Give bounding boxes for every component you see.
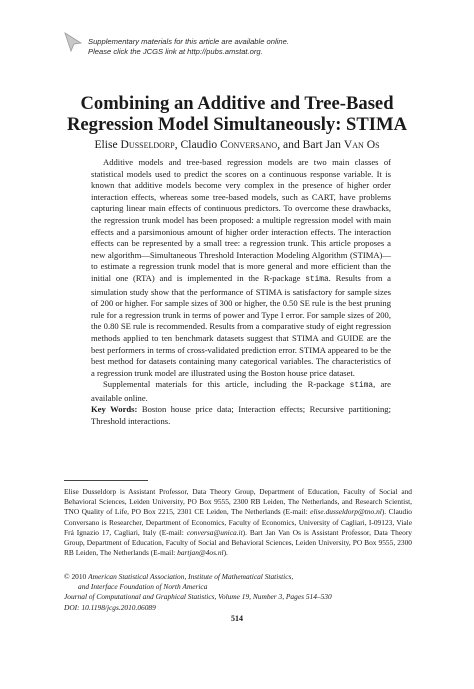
supplementary-line-1: Supplementary materials for this article are available online. xyxy=(88,37,289,46)
code-stima-1: stima xyxy=(305,275,329,284)
key-words-label: Key Words: xyxy=(91,404,138,415)
title-line-2: Regression Model Simultaneously: STIMA xyxy=(66,114,408,135)
journal-line xyxy=(64,592,412,602)
abstract-paragraph-1 xyxy=(91,157,391,379)
author-3-last: Van Os xyxy=(343,138,380,151)
key-words-text: Boston house price data; Interaction effects; Recursive partitioning; Threshold interactions. xyxy=(91,404,391,427)
abstract-text-2a: Supplemental materials for this article, including the R-package xyxy=(103,379,350,390)
copyright-line-1 xyxy=(64,572,412,582)
author-sep-2: , and Bart Jan xyxy=(277,138,344,151)
doi-link[interactable]: DOI: 10.1198/jcgs.2010.06089 xyxy=(64,602,156,612)
copyright-org-1: American Statistical Association, Institute of Mathematical Statistics, xyxy=(88,572,294,581)
abstract-text-2b: , are available online. xyxy=(91,379,391,403)
journal-name: Journal of Computational and Graphical Statistics xyxy=(64,592,215,602)
cursor-arrow-icon xyxy=(62,31,84,53)
journal-volume: , Volume 19, Number 3, Pages 514–530 xyxy=(214,592,332,602)
title-line-1: Combining an Additive and Tree-Based xyxy=(80,93,394,114)
footnote-text-3: ). Bart Jan Van Os is Assistant Professor, Data Theory Group, Department of Education, Faculty of Social and Behavioral Sciences, Leiden University, PO Box 9555, 2300 RB Leiden, The Netherlands (E-mail: xyxy=(64,527,412,558)
abstract-text-1b: . Results from a simulation study show that the performance of STIMA is satisfactory for sample sizes of 200 or higher. For sample sizes of 300 or higher, the 0.50 SE rule is the best pruning rule for a regression trunk in terms of power and Type I error. For sample sizes of 200, the 0.80 SE rule is recommended. Results from a comparative study of eight regression methods applied to ten benchmark datasets suggest that STIMA and GUIDE are the best performers in terms of cross-validated prediction error. STIMA appeared to be the best method for datasets containing many categorical variables. The characteristics of a regression trunk model are illustrated using the Boston house price dataset. xyxy=(91,272,391,378)
footnote-text-1: Elise Dusseldorp is Assistant Professor, Data Theory Group, Department of Education, Faculty of Social and Behavioral Sciences, Leiden University, PO Box 9555, 2300 RB Leiden, The Netherlands, and Research Scientist, TNO Quality of Life, PO Box 2215, 2301 CE Leiden, The Netherlands (E-mail: xyxy=(64,487,412,517)
key-words xyxy=(91,404,391,427)
author-sep-1: , Claudio xyxy=(174,138,221,151)
author-1-first: Elise xyxy=(94,138,121,151)
abstract xyxy=(91,157,391,428)
author-2-last: Conversano xyxy=(220,138,278,151)
page-number: 514 xyxy=(231,614,243,623)
author-footnote xyxy=(64,487,412,558)
supplementary-line-2[interactable]: Please click the JCGS link at http://pubs.amstat.org. xyxy=(88,47,263,56)
footnote-divider xyxy=(64,480,148,481)
author-1-last: Dusseldorp xyxy=(120,138,175,151)
copyright-line-2 xyxy=(64,582,412,592)
footnote-text-4: ). xyxy=(223,548,228,558)
abstract-paragraph-2 xyxy=(91,379,391,404)
supplementary-text xyxy=(88,37,289,57)
email-vanos[interactable]: bartjan@4os.nl xyxy=(177,548,224,558)
doi-line xyxy=(64,603,412,613)
copyright-block xyxy=(64,572,412,613)
abstract-text-1a: Additive models and tree-based regression models are two main classes of statistical models used to predict the scores on a continuous response variable. It is known that additive models become very complex in the presence of higher order interaction effects, whereas some tree-based models, such as CART, have problems capturing linear main effects of continuous predictors. To overcome these drawbacks, the regression trunk model has been proposed: a multiple regression model with main effects and a parsimonious amount of higher order interaction effects. The interaction effects can be represented by a small tree: a regression trunk. This article proposes a new algorithm—Simultaneous Threshold Interaction Modeling Algorithm (STIMA)—to estimate a regression trunk model that is more general and more efficient than the initial one (RTA) and is implemented in the R-package xyxy=(91,157,391,283)
copyright-year: © 2010 xyxy=(64,572,89,581)
copyright-org-2: and Interface Foundation of North America xyxy=(78,582,208,592)
code-stima-2: stima xyxy=(349,382,374,391)
article-title xyxy=(0,93,474,135)
email-dusseldorp[interactable]: elise.dusseldorp@tno.nl xyxy=(310,507,382,517)
author-list xyxy=(0,138,474,152)
footnote-text-2: ). Claudio Conversano is Researcher, Department of Economics, Faculty of Economics, University of Cagliari, I-09123, Viale Frá Ignazio 17, Cagliari, Italy (E-mail: xyxy=(64,507,413,537)
email-conversano[interactable]: conversa@unica.it xyxy=(186,527,243,537)
